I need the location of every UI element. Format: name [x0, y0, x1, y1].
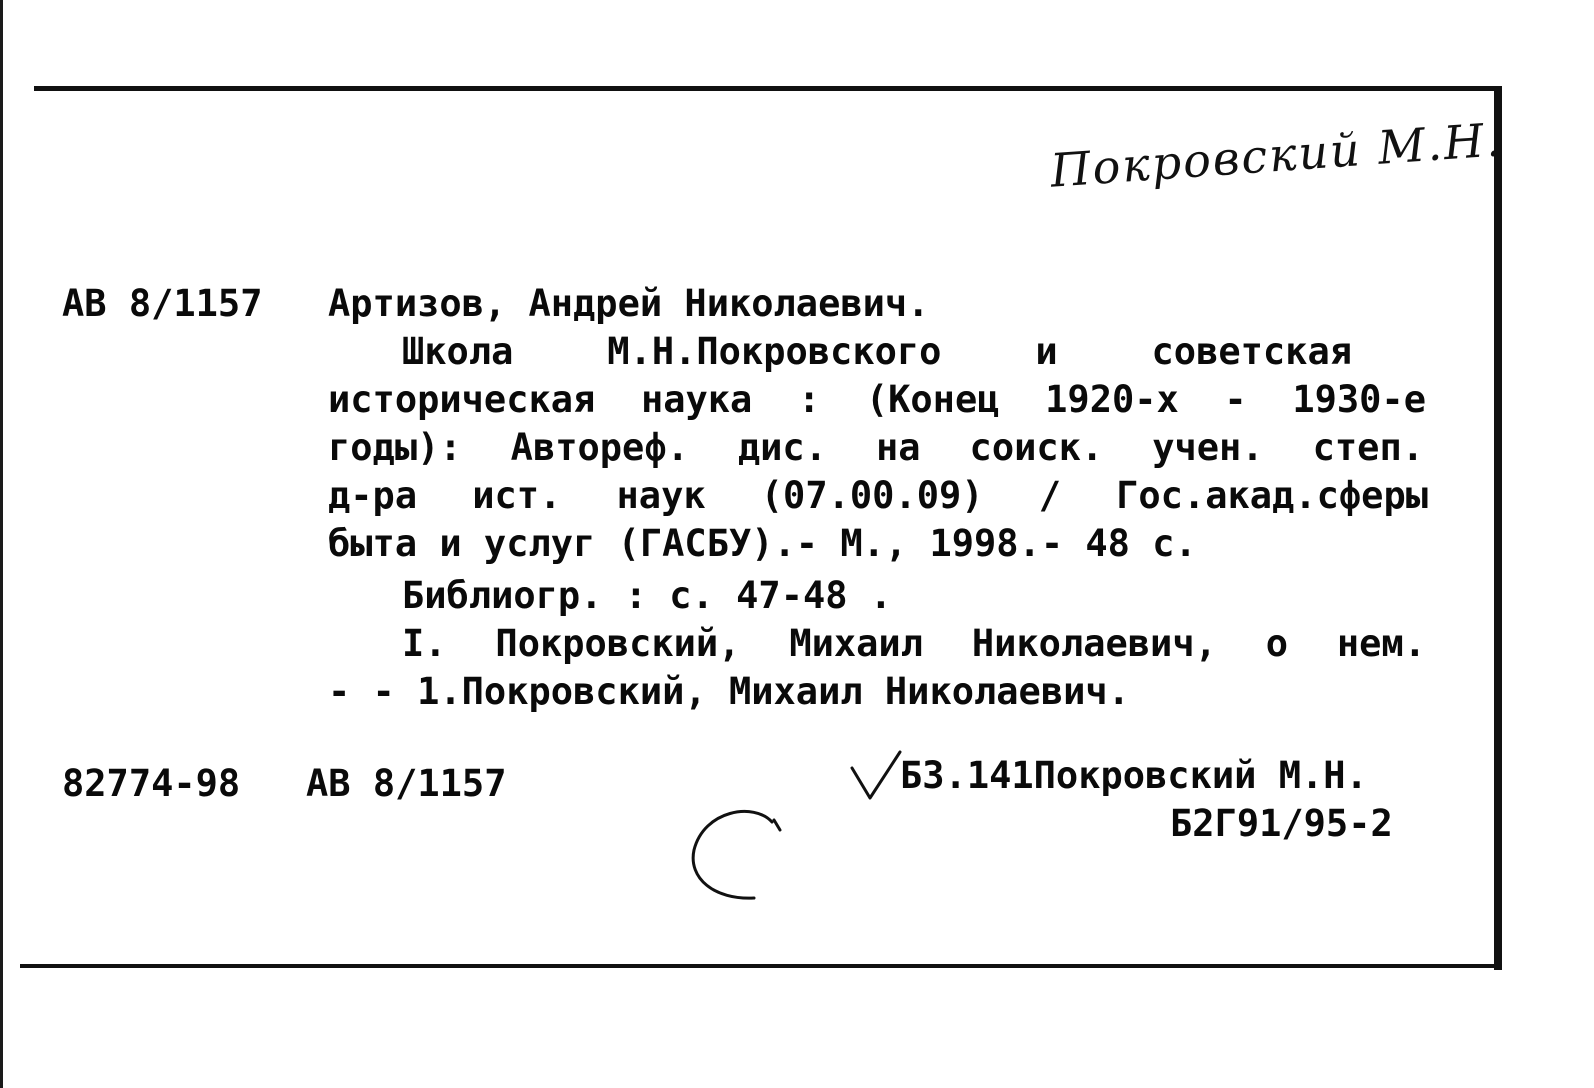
title-line-1: Школа М.Н.Покровского и советская: [402, 330, 1352, 373]
subject-line-1: I. Покровский, Михаил Николаевич, о нем.: [402, 622, 1426, 665]
call-number-bottom: АВ 8/1157: [306, 762, 507, 805]
classification-1: Б3.141Покровский М.Н.: [900, 754, 1368, 797]
checkmark-icon: [848, 748, 904, 804]
hand-drawn-arc-icon: [684, 800, 794, 910]
title-line-5: быта и услуг (ГАСБУ).- М., 1998.- 48 с.: [328, 522, 1197, 565]
card-border-right: [1494, 86, 1502, 970]
title-line-4: д-ра ист. наук (07.00.09) / Гос.акад.сферы: [328, 474, 1428, 517]
title-line-2: историческая наука : (Конец 1920-х - 1930-е: [328, 378, 1426, 421]
author-heading: Артизов, Андрей Николаевич.: [328, 282, 930, 325]
call-number: АВ 8/1157: [62, 282, 263, 325]
title-line-3: годы): Автореф. дис. на соиск. учен. степ.: [328, 426, 1424, 469]
scan-edge: [0, 0, 3, 1088]
inventory-number: 82774-98: [62, 762, 241, 805]
card-border-bottom: [20, 964, 1500, 968]
bibliography-note: Библиогр. : с. 47-48 .: [402, 574, 893, 617]
classification-2: Б2Г91/95-2: [1170, 802, 1393, 845]
handwritten-note: Покровский М.Н.: [1048, 112, 1505, 198]
subject-line-2: - - 1.Покровский, Михаил Николаевич.: [328, 670, 1130, 713]
card-border-top: [34, 86, 1500, 91]
